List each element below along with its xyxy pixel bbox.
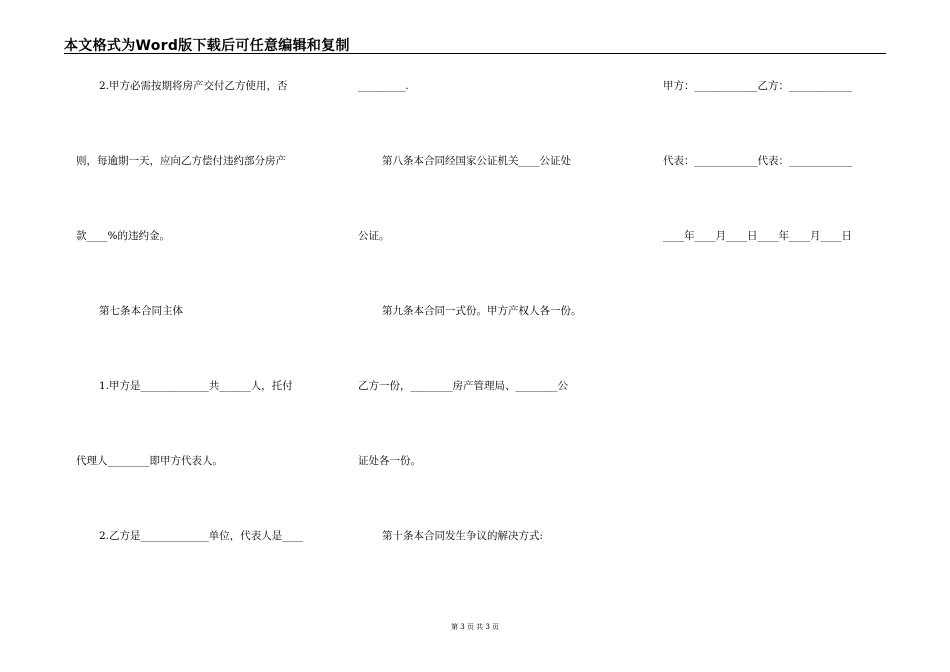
text-line: 则，每逾期一天，应向乙方偿付违约部分房产 [76,155,286,167]
signature-line: 代表：____________代表：____________ [663,155,852,167]
text-line: 公证。 [358,230,390,242]
text-line: 乙方一份，________房产管理局、________公 [358,380,568,392]
text-line: 第九条本合同一式份。甲方产权人各一份。 [382,305,582,317]
date-line: ____年____月____日____年____月____日 [663,230,852,242]
page-number: 第 3 页 共 3 页 [450,623,500,631]
text-line: 第八条本合同经国家公证机关____公证处 [382,155,571,167]
text-line: 第十条本合同发生争议的解决方式: [382,530,544,542]
text-line: 款____%的违约金。 [76,230,170,242]
text-line: 2.甲方必需按期将房产交付乙方使用，否 [99,80,288,92]
text-line: 2.乙方是_____________单位，代表人是____ [99,530,304,542]
header-divider [64,53,886,54]
text-line: 代理人________即甲方代表人。 [76,455,223,467]
text-line: 证处各一份。 [358,455,421,467]
text-line: 1.甲方是_____________共______人，托付 [99,380,293,392]
signature-line: 甲方：____________乙方：____________ [663,80,852,92]
document-header-title: 本文格式为Word版下载后可任意编辑和复制 [64,38,350,54]
text-line: 第七条本合同主体 [99,305,183,317]
text-line: _________. [358,80,409,92]
